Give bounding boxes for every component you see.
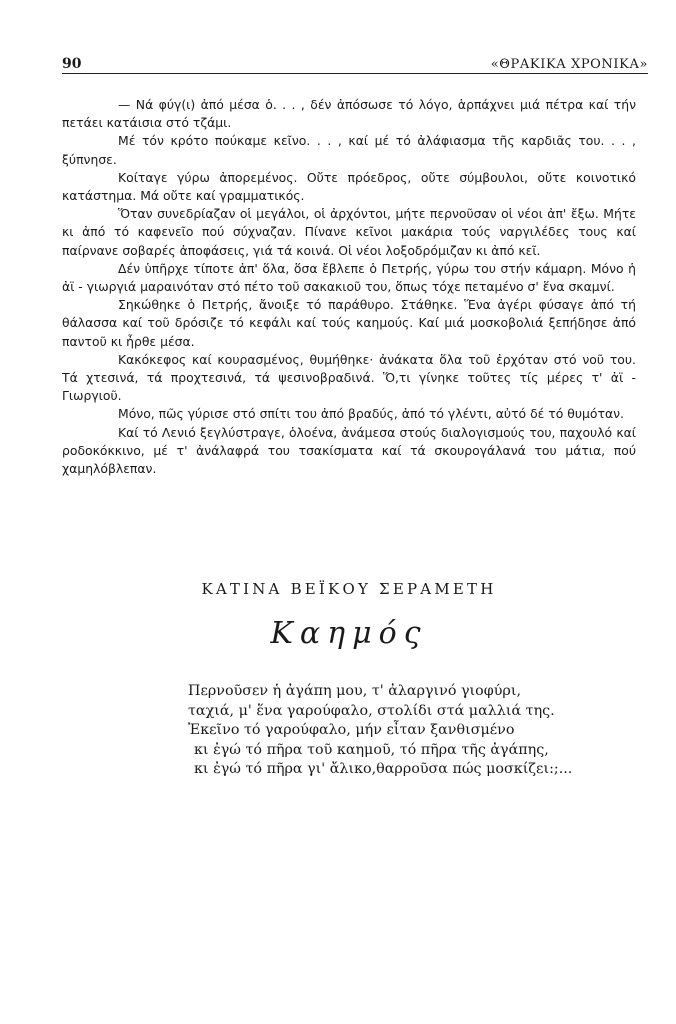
poem-author: ΚΑΤΙΝΑ ΒΕΪΚΟΥ ΣΕΡΑΜΕΤΗ <box>201 580 497 598</box>
paragraph: — Νά φύγ(ι) ἀπό μέσα ὁ. . . , δέν ἀπόσωσε τό λόγο, ἁρπάχνει μιά πέτρα καί τήν πετάει κατάισια στό τζάμι. <box>62 97 636 131</box>
running-header <box>62 50 648 72</box>
poem-line: κι ἐγώ τό πῆρα γι' ἄλικο,θαρροῦσα πώς μοσκίζει:;... <box>194 761 573 777</box>
poem-body <box>188 682 646 780</box>
poem-title: Καημός <box>270 616 428 651</box>
header-rule <box>62 73 648 74</box>
poem-line: Περνοῦσεν ἡ ἀγάπη μου, τ' ἀλαργινό γιοφύρι, <box>188 683 521 699</box>
poem-line: ταχιά, μ' ἕνα γαρούφαλο, στολίδι στά μαλλιά της. <box>188 702 555 719</box>
running-title: «ΘΡΑΚΙΚΑ ΧΡΟΝΙΚΑ» <box>490 57 648 72</box>
paragraph: Δέν ὑπῆρχε τίποτε ἀπ' ὅλα, ὅσα ἔβλεπε ὁ Πετρής, γύρω του στήν κάμαρη. Μόνο ἡ ἀϊ - γιωργιά μαραινόταν στό πέτο τοῦ σακακιοῦ του, ὅπως τόχε πεταμένο σ' ἕνα σκαμνί. <box>62 260 636 295</box>
poem-line: Ἐκεῖνο τό γαρούφαλο, μήν εἶταν ξανθισμένο <box>188 722 515 738</box>
paragraph: Μέ τόν κρότο πούκαμε κεῖνο. . . , καί μέ τό ἀλάφιασμα τῆς καρδιᾶς του. . . , ξύπνησε. <box>62 133 636 167</box>
poem-line: κι ἐγώ τό πῆρα τοῦ καημοῦ, τό πῆρα τῆς ἀγάπης, <box>194 741 549 758</box>
paragraph: Κακόκεφος καί κουρασμένος, θυμήθηκε· ἀνάκατα ὅλα τοῦ ἐρχόταν στό νοῦ του. Τά χτεσινά, τά προχτεσινά, τά ψεσινοβραδινά. Ὅ,τι γίνηκε τοῦτες τίς μέρες τ' ἀϊ - Γιωργιοῦ. <box>62 351 636 404</box>
paragraph: Μόνο, πῶς γύρισε στό σπίτι του ἀπό βραδύς, ἀπό τό γλέντι, αὐτό δέ τό θυμόταν. <box>118 406 624 422</box>
paragraph: Κοίταγε γύρω ἀπορεμένος. Οὔτε πρόεδρος, οὔτε σύμβουλοι, οὔτε κοινοτικό κατάστημα. Μά οὔτε καί γραμματικός. <box>62 169 636 204</box>
paragraph: Ὅταν συνεδρίαζαν οἱ μεγάλοι, οἱ ἀρχόντοι, μήτε περνοῦσαν οἱ νέοι ἀπ' ἔξω. Μήτε κι ἀπό τό καφενεῖο πού σύχναζαν. Πίνανε κεῖνοι μακάρια τούς ναργιλέδες τους καί παίρνανε σοβαρές ἀποφάσεις, γιά τά κοινά. Οἱ νέοι λοξοδρόμιζαν κι ἀπό κεῖ. <box>62 206 636 258</box>
paragraph: Καί τό Λενιό ξεγλύστραγε, ὁλοένα, ἀνάμεσα στούς διαλογισμούς του, παχουλό καί ροδοκόκκινο, μέ τ' ἀνάλαφρά του τσακίσματα καί τά σκουρογάλανά του μάτια, πού χαμηλόβλεπαν. <box>62 424 636 477</box>
page-number: 90 <box>62 56 82 72</box>
paragraph: Σηκώθηκε ὁ Πετρής, ἄνοιξε τό παράθυρο. Στάθηκε. Ἕνα ἀγέρι φύσαγε ἀπό τή θάλασσα καί τοῦ δρόσιζε τό κεφάλι καί τούς καημούς. Καί μιά μοσκοβολιά ξεπήδησε ἀπό παντοῦ κι ἦρθε μέσα. <box>62 297 636 349</box>
prose-body <box>62 96 636 478</box>
